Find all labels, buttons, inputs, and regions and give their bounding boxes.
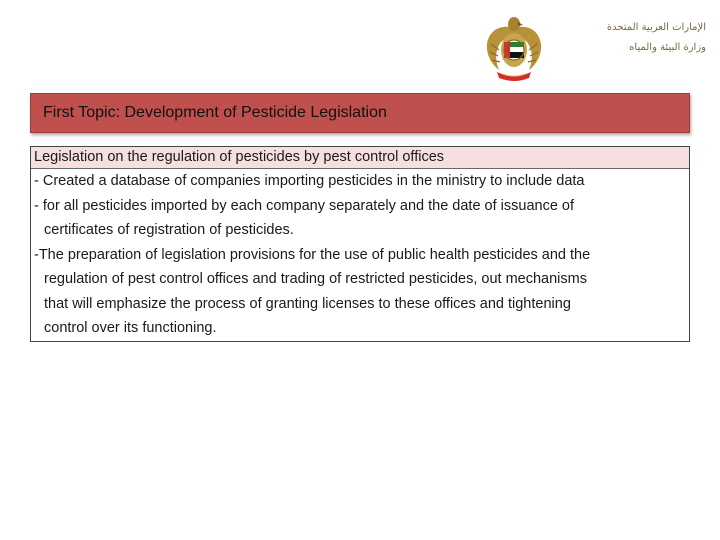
content-heading: Legislation on the regulation of pesticides by pest control offices (31, 147, 689, 169)
content-line: -The preparation of legislation provisions for the use of public health pesticides and the (34, 246, 591, 263)
topic-title: First Topic: Development of Pesticide Legislation (43, 104, 387, 121)
content-line: control over its functioning. (44, 320, 217, 336)
ministry-name-line2: وزارة البيئة والمياه (629, 42, 706, 53)
content-line: - Created a database of companies importing pesticides in the ministry to include data (34, 173, 585, 189)
content-line: that will emphasize the process of granting licenses to these offices and tightening (44, 295, 571, 312)
content-box (30, 146, 690, 342)
content-body (31, 169, 689, 341)
topic-bar (30, 93, 690, 133)
ministry-name-line1: الإمارات العربية المتحدة (606, 22, 706, 33)
content-line: - for all pesticides imported by each company separately and the date of issuance of (34, 197, 575, 214)
content-line: regulation of pest control offices and trading of restricted pesticides, out mechanisms (44, 271, 587, 287)
ministry-name (556, 18, 706, 58)
uae-emblem-icon (483, 14, 545, 82)
content-line: certificates of registration of pesticides. (44, 222, 294, 238)
